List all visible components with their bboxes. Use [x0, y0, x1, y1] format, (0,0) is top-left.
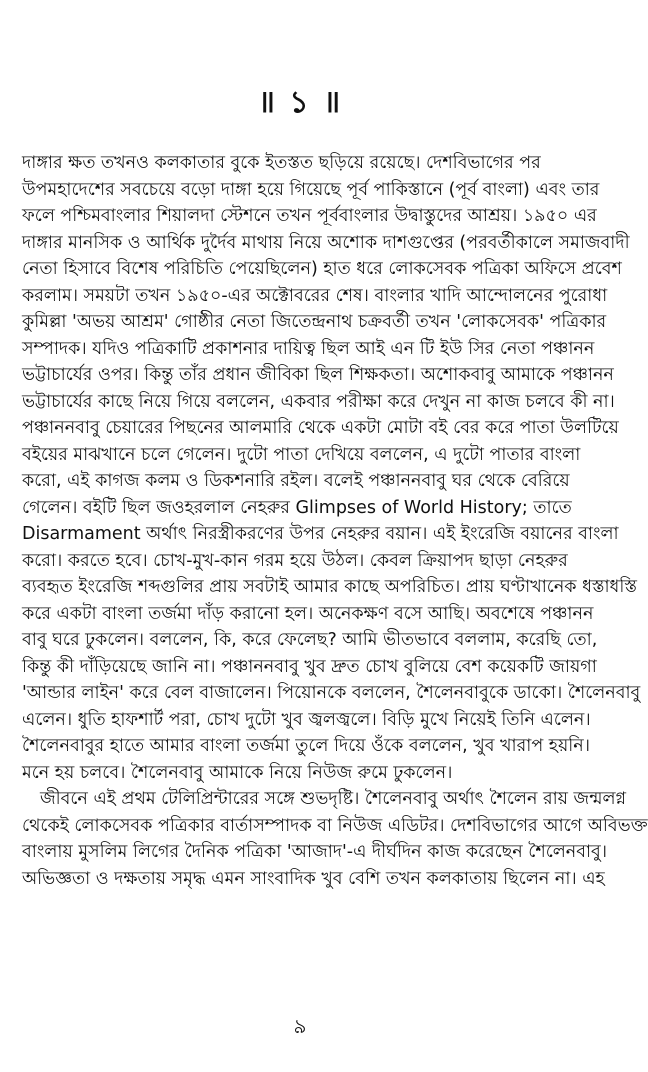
- text-line: ভট্টাচার্যের কাছে নিয়ে গিয়ে বললেন, একবার পরীক্ষা করে দেখুন না কাজ চলবে কী না।: [22, 391, 615, 412]
- text-line: ফলে পশ্চিমবাংলার শিয়ালদা স্টেশনে তখন পূর্ববাংলার উদ্বাস্তুদের আশ্রয়। ১৯৫০ এর: [22, 206, 597, 226]
- text-line: করো। করতে হবে। চোখ-মুখ-কান গরম হয়ে উঠল। কেবল ক্রিয়াপদ ছাড়া নেহরুর: [22, 550, 568, 571]
- paragraph-2: [22, 786, 648, 892]
- text-line: উপমহাদেশের সবচেয়ে বড়ো দাঙ্গা হয়ে গিয়েছে পূর্ব পাকিস্তানে (পূর্ব বাংলা) এবং তার: [22, 179, 600, 200]
- chapter-marker: ॥ ১ ॥: [257, 85, 343, 120]
- text-line: পঞ্চাননবাবু চেয়ারের পিছনের আলমারি থেকে একটা মোটা বই বের করে পাতা উলটিয়ে: [22, 418, 619, 438]
- text-line: 'আন্ডার লাইন' করে বেল বাজালেন। পিয়োনকে বললেন, শৈলেনবাবুকে ডাকো। শৈলেনবাবু: [22, 683, 641, 703]
- text-line: করলাম। সময়টা তখন ১৯৫০-এর অক্টোবরের শেষ। বাংলার খাদি আন্দোলনের পুরোধা: [22, 285, 608, 306]
- text-line: এলেন। ধুতি হাফশার্ট পরা, চোখ দুটো খুব জ্বলজ্বলে। বিড়ি মুখে নিয়েই তিনি এলেন।: [22, 709, 591, 730]
- text-line: জীবনে এই প্রথম টেলিপ্রিন্টারের সঙ্গে শুভদৃষ্টি। শৈলেনবাবু অর্থাৎ শৈলেন রায় জন্মলগ্ন: [40, 789, 626, 809]
- text-line: কিন্তু কী দাঁড়িয়েছে জানি না। পঞ্চাননবাবু খুব দ্রুত চোখ বুলিয়ে বেশ কয়েকটি জায়গা: [22, 656, 597, 677]
- text-line: করে একটা বাংলা তর্জমা দাঁড় করানো হল। অনেকক্ষণ বসে আছি। অবশেষে পঞ্চানন: [22, 603, 594, 624]
- text-line: কুমিল্লা 'অভয় আশ্রম' গোষ্ঠীর নেতা জিতেন্দ্রনাথ চক্রবর্তী তখন 'লোকসেবক' পত্রিকার: [22, 312, 607, 332]
- text-line: গেলেন। বইটি ছিল জওহরলাল নেহরুর Glimpses of World History; তাতে: [22, 497, 572, 518]
- text-line: শৈলেনবাবুর হাতে আমার বাংলা তর্জমা তুলে দিয়ে ওঁকে বললেন, খুব খারাপ হয়নি।: [22, 736, 590, 756]
- text-line: Disarmament অর্থাৎ নিরস্ত্রীকরণের উপর নেহরুর বয়ান। এই ইংরেজি বয়ানের বাংলা: [22, 524, 619, 544]
- body-text: [22, 150, 648, 1010]
- text-line: বাংলায় মুসলিম লিগের দৈনিক পত্রিকা 'আজাদ'-এ দীর্ঘদিন কাজ করেছেন শৈলেনবাবু।: [22, 842, 608, 862]
- text-line: মনে হয় চলবে। শৈলেনবাবু আমাকে নিয়ে নিউজ রুমে ঢুকলেন।: [22, 762, 453, 783]
- paragraph-1: [22, 150, 641, 786]
- text-line: ব্যবহৃত ইংরেজি শব্দগুলির প্রায় সবটাই আমার কাছে অপরিচিত। প্রায় ঘণ্টাখানেক ধস্তাধস্তি: [22, 577, 637, 597]
- text-line: করো, এই কাগজ কলম ও ডিকশনারি রইল। বলেই পঞ্চাননবাবু ঘর থেকে বেরিয়ে: [22, 471, 570, 491]
- text-line: থেকেই লোকসেবক পত্রিকার বার্তাসম্পাদক বা নিউজ এডিটর। দেশবিভাগের আগে অবিভক্ত: [22, 815, 648, 836]
- text-line: দাঙ্গার ক্ষত তখনও কলকাতার বুকে ইতস্তত ছড়িয়ে রয়েছে। দেশবিভাগের পর: [22, 153, 541, 173]
- text-line: দাঙ্গার মানসিক ও আর্থিক দুর্দৈব মাথায় নিয়ে অশোক দাশগুপ্তের (পরবর্তীকালে সমাজবাদী: [22, 232, 630, 253]
- text-line: বাবু ঘরে ঢুকলেন। বললেন, কি, করে ফেলেছ? আমি ভীতভাবে বললাম, করেছি তো,: [22, 630, 598, 650]
- text-line: বইয়ের মাঝখানে চলে গেলেন। দুটো পাতা দেখিয়ে বললেন, এ দুটো পাতার বাংলা: [22, 444, 581, 465]
- text-line: নেতা হিসাবে বিশেষ পরিচিতি পেয়েছিলেন) হাত ধরে লোকসেবক পত্রিকা অফিসে প্রবেশ: [22, 259, 622, 279]
- page-number: ৯: [293, 1014, 307, 1038]
- text-line: অভিজ্ঞতা ও দক্ষতায় সমৃদ্ধ এমন সাংবাদিক খুব বেশি তখন কলকাতায় ছিলেন না। এহ: [22, 868, 605, 889]
- text-line: সম্পাদক। যদিও পত্রিকাটি প্রকাশনার দায়িত্ব ছিল আই এন টি ইউ সির নেতা পঞ্চানন: [22, 338, 595, 359]
- text-line: ভট্টাচার্যের ওপর। কিন্তু তাঁর প্রধান জীবিকা ছিল শিক্ষকতা। অশোকবাবু আমাকে পঞ্চানন: [22, 365, 614, 385]
